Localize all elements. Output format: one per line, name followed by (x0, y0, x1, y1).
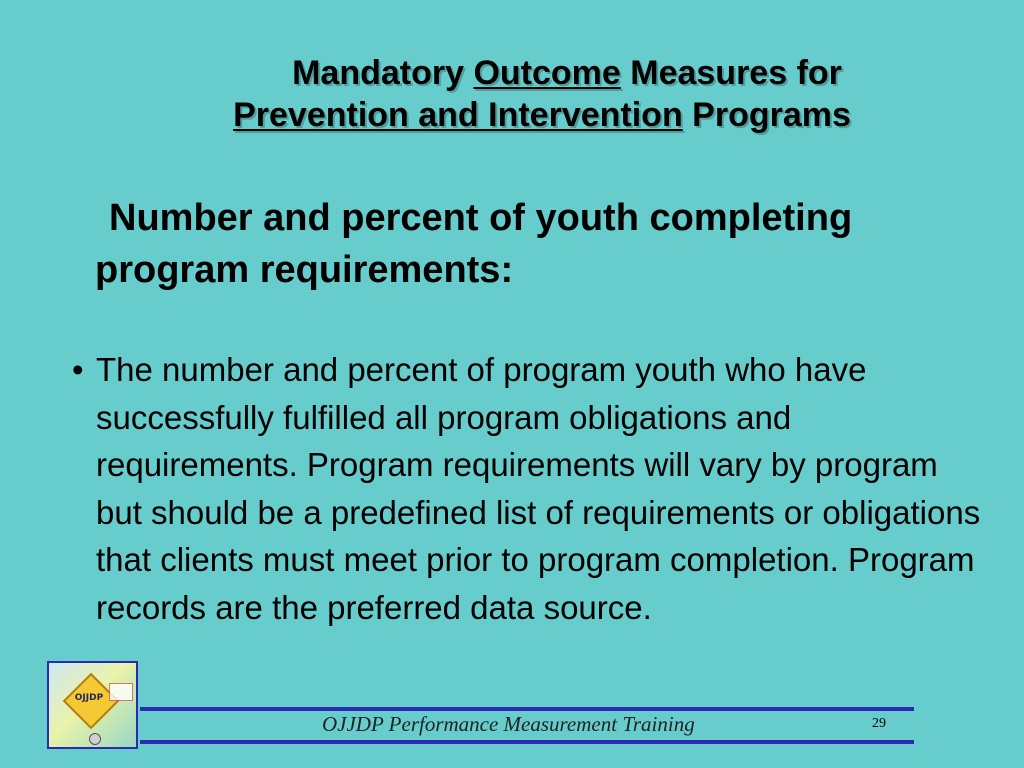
ojjdp-logo (47, 661, 138, 749)
footer-rule-top (140, 707, 914, 711)
title-underlined-prevention: Prevention and Intervention (233, 96, 683, 134)
list-item (72, 346, 982, 631)
title-text: Measures for (620, 54, 842, 92)
slide-title (0, 52, 1024, 136)
footer-text: OJJDP Performance Measurement Training (322, 712, 695, 736)
page-number: 29 (872, 716, 886, 731)
logo-text: OJJDP (74, 693, 104, 703)
bullet-list (72, 346, 982, 631)
title-line-2 (0, 94, 1024, 136)
bullet-marker: • (72, 351, 84, 388)
title-underlined-outcome: Outcome (473, 54, 621, 92)
logo-seal-icon (89, 733, 101, 745)
logo-flag-icon (109, 683, 133, 701)
bullet-text: The number and percent of program youth who have successfully fulfilled all program obligations and requirements. Program requirements will vary by program but should be a predefined list of requirements or obligations that clients must meet prior to program completion. Program records are the preferred data source. (96, 351, 981, 626)
title-text: Mandatory (292, 54, 474, 92)
title-text: Programs (682, 96, 851, 134)
subheading: Number and percent of youth completing program requirements: (95, 197, 853, 291)
footer-rule-bottom (140, 740, 914, 744)
title-line-1 (0, 52, 1024, 94)
